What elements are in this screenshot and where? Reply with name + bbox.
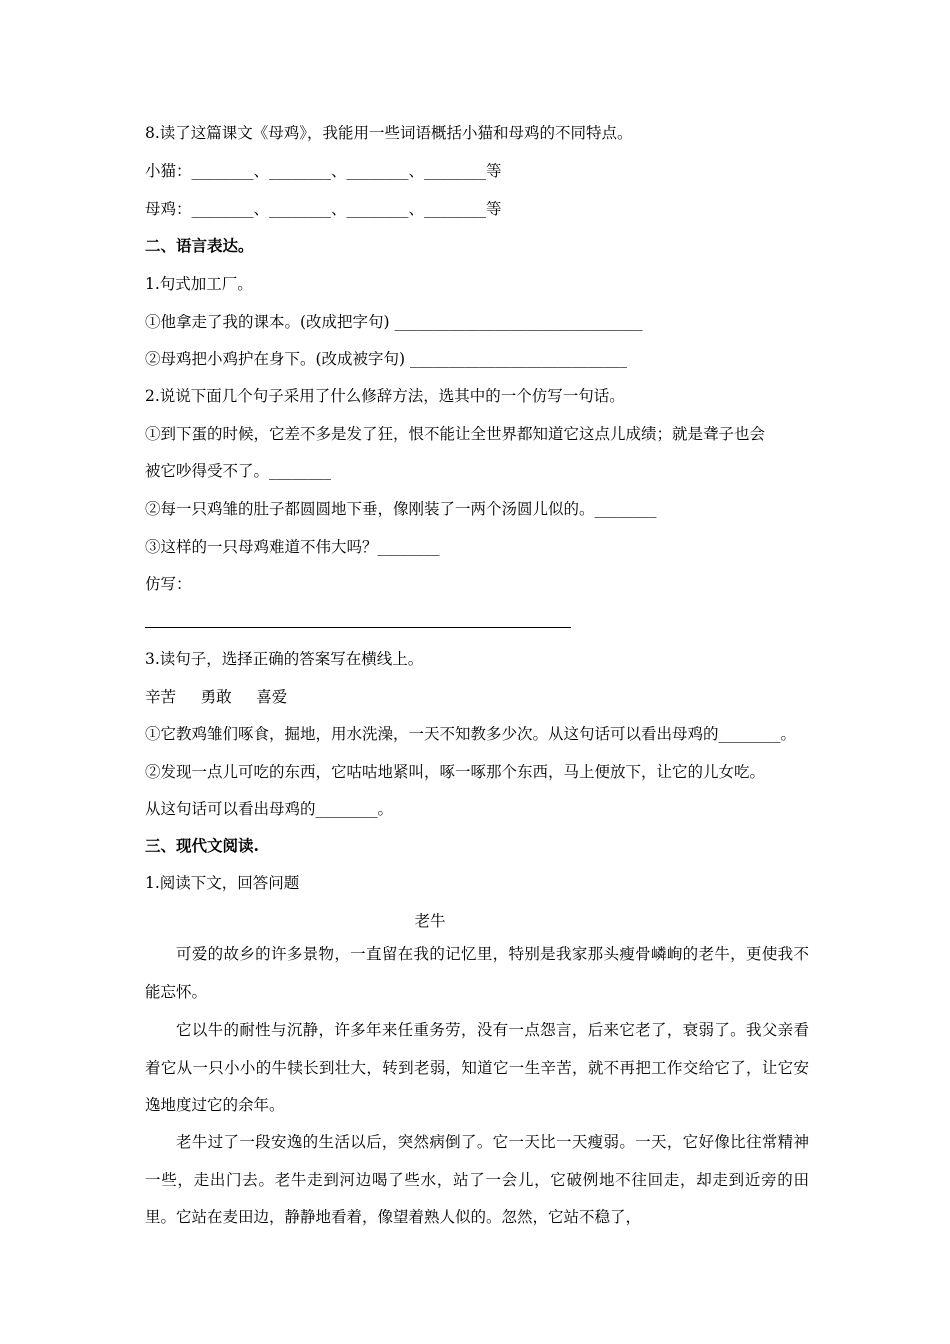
section-2-q3-item1: ①它教鸡雏们啄食，掘地，用水洗澡，一天不知教多少次。从这句话可以看出母鸡的________。 xyxy=(145,725,797,743)
section-2-q2-item3: ③这样的一只母鸡难道不伟大吗？________ xyxy=(145,538,440,556)
section-2-q2-item1-line1: ①到下蛋的时候，它差不多是发了狂，恨不能让全世界都知道它这点儿成绩；就是聋子也会 xyxy=(145,425,766,443)
section-2-q3-item2-line2: 从这句话可以看出母鸡的________。 xyxy=(145,800,394,818)
section-2-q3-options: 辛苦 勇敢 喜爱 xyxy=(145,688,288,706)
section-2-title: 二、语言表达。 xyxy=(145,236,254,255)
imitate-answer-line xyxy=(145,627,571,628)
article-paragraph-3: 老牛过了一段安逸的生活以后，突然病倒了。它一天比一天瘦弱。一天，它好像比往常精神一些，走出门去。老牛走到河边喝了些水，站了一会儿，它破例地不往回走，却走到近旁的田里。它站在麦田边，静静地看着，像望着熟人似的。忽然，它站不稳了， xyxy=(145,1133,809,1226)
section-3-title: 三、现代文阅读. xyxy=(145,836,259,855)
article-title: 老牛 xyxy=(414,912,446,930)
section-2-q2-prompt: 2.说说下面几个句子采用了什么修辞方法，选其中的一个仿写一句话。 xyxy=(145,387,625,405)
section-2-q2-item2: ②每一只鸡雏的肚子都圆圆地下垂，像刚装了一两个汤圆儿似的。________ xyxy=(145,500,657,518)
article-paragraph-2: 它以牛的耐性与沉静，许多年来任重务劳，没有一点怨言，后来它老了，衰弱了。我父亲看着它从一只小小的牛犊长到壮大，转到老弱，知道它一生辛苦，就不再把工作交给它了，让它安逸地度过它的余年。 xyxy=(145,1021,809,1114)
question-8-prompt: 8.读了这篇课文《母鸡》，我能用一些词语概括小猫和母鸡的不同特点。 xyxy=(145,124,633,142)
question-8-hen-line: 母鸡：________、________、________、________等 xyxy=(145,200,502,218)
section-3-q1-prompt: 1.阅读下文，回答问题 xyxy=(145,874,300,892)
section-2-q2-item1-line2: 被它吵得受不了。________ xyxy=(145,462,332,480)
question-8-cat-line: 小猫：________、________、________、________等 xyxy=(145,162,502,180)
section-2-q1-item1: ①他拿走了我的课本。(改成把字句) ________________________________ xyxy=(145,313,643,331)
section-2-q3-item2-line1: ②发现一点儿可吃的东西，它咕咕地紧叫，啄一啄那个东西，马上便放下，让它的儿女吃。 xyxy=(145,763,766,781)
section-2-q3-prompt: 3.读句子，选择正确的答案写在横线上。 xyxy=(145,650,424,668)
imitate-label: 仿写： xyxy=(145,575,192,593)
section-2-q1-item2: ②母鸡把小鸡护在身下。(改成被字句) ____________________________ xyxy=(145,350,628,368)
article-paragraph-1: 可爱的故乡的许多景物，一直留在我的记忆里，特别是我家那头瘦骨嶙峋的老牛，更使我不能忘怀。 xyxy=(145,945,809,1001)
section-2-q1-prompt: 1.句式加工厂。 xyxy=(145,275,253,293)
